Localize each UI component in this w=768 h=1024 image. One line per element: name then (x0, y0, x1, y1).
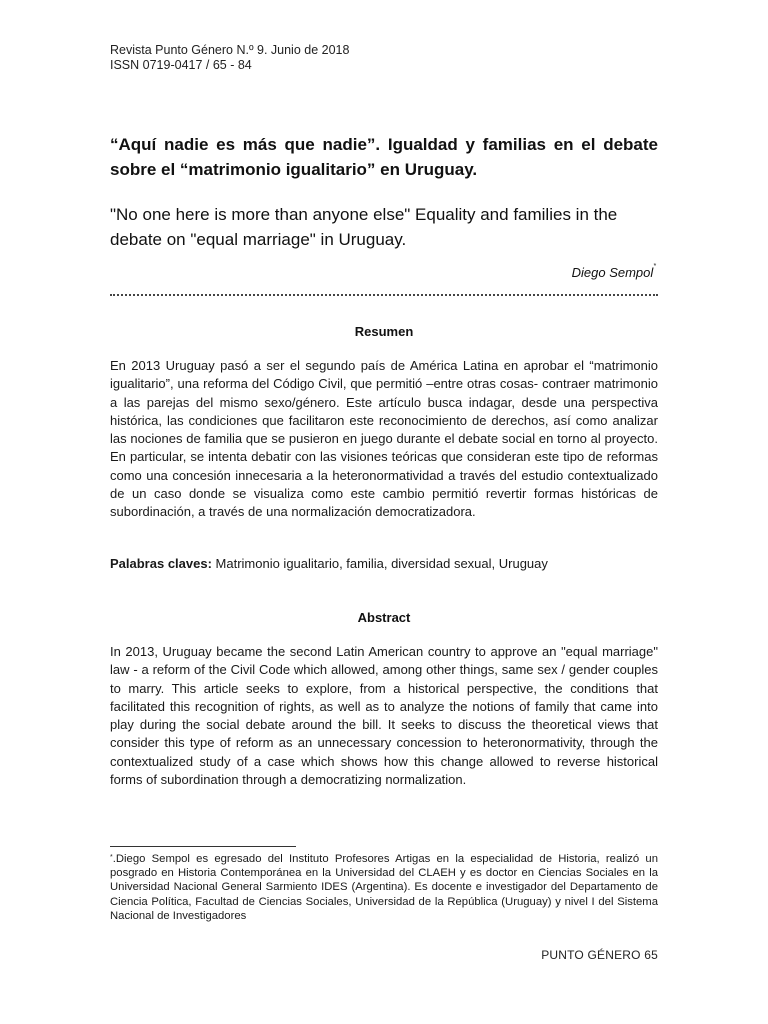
footnote-mark: * (110, 854, 113, 861)
author-name-text: Diego Sempol (571, 265, 654, 280)
author-name (572, 265, 656, 280)
dotted-separator (110, 294, 658, 296)
footnote-text: .Diego Sempol es egresado del Instituto Profesores Artigas en la especialidad de Historia, realizó un posgrado en Historia Contemporánea en la Universidad del CLAEH y es doctor en Ciencias Sociales en la Universidad Nacional General Sarmiento IDES (Argentina). Es docente e investigador del Departamento de Ciencia Política, Facultad de Ciencias Sociales, Universidad de la República (Uruguay) y nivel I del Sistema Nacional de Investigadores (110, 853, 658, 922)
abstract-heading: Abstract (357, 610, 411, 625)
keywords-line (110, 555, 658, 573)
keywords-text: Matrimonio igualitario, familia, diversidad sexual, Uruguay (211, 556, 548, 571)
page-footer: PUNTO GÉNERO 65 (541, 948, 658, 962)
issn-line: ISSN 0719-0417 / 65 - 84 (110, 58, 252, 72)
keywords-label: Palabras claves: (110, 556, 212, 571)
article-title-spanish: “Aquí nadie es más que nadie”. Igualdad y familias en el debate sobre el “matrimonio igualitario” en Uruguay. (110, 135, 658, 179)
resumen-paragraph: En 2013 Uruguay pasó a ser el segundo país de América Latina en aprobar el “matrimonio igualitario”, una reforma del Código Civil, que permitió –entre otras cosas- contraer matrimonio a las parejas del mismo sexo/género. Este artículo busca indagar, desde una perspectiva histórica, las condiciones que facilitaron este reconocimiento de derechos, así como analizar las nociones de familia que se pusieron en juego durante el debate social en torno al proyecto. En particular, se intenta debatir con las visiones teóricas que consideran este tipo de reformas como una concesión innecesaria a la heteronormatividad a través del estudio contextualizado de un caso donde se visualiza como este cambio permitió revertir formas históricas de subordinación, a través de una normalización democratizadora. (110, 358, 658, 520)
abstract-paragraph: In 2013, Uruguay became the second Latin American country to approve an "equal marriage" law - a reform of the Civil Code which allowed, among other things, same sex / gender couples to marry. This article seeks to explore, from a historical perspective, the conditions that facilitated this recognition of rights, as well as to analyze the notions of family that came into play during the social debate around the bill. It seeks to discuss the theoretical views that consider this type of reform as an unnecessary concession to heteronormativity, through the contextualized study of a case which shows how this change allowed to reverse historical forms of subordination through a democratizing normalization. (110, 644, 658, 788)
journal-header (110, 43, 349, 73)
journal-name-line: Revista Punto Género N.º 9. Junio de 2018 (110, 43, 350, 57)
footnote-rule (110, 846, 296, 847)
resumen-heading: Resumen (354, 324, 414, 339)
article-title-english: "No one here is more than anyone else" Equality and families in the debate on "equal marriage" in Uruguay. (110, 205, 618, 249)
author-footnote-mark: * (653, 263, 656, 270)
author-footnote (110, 852, 658, 923)
